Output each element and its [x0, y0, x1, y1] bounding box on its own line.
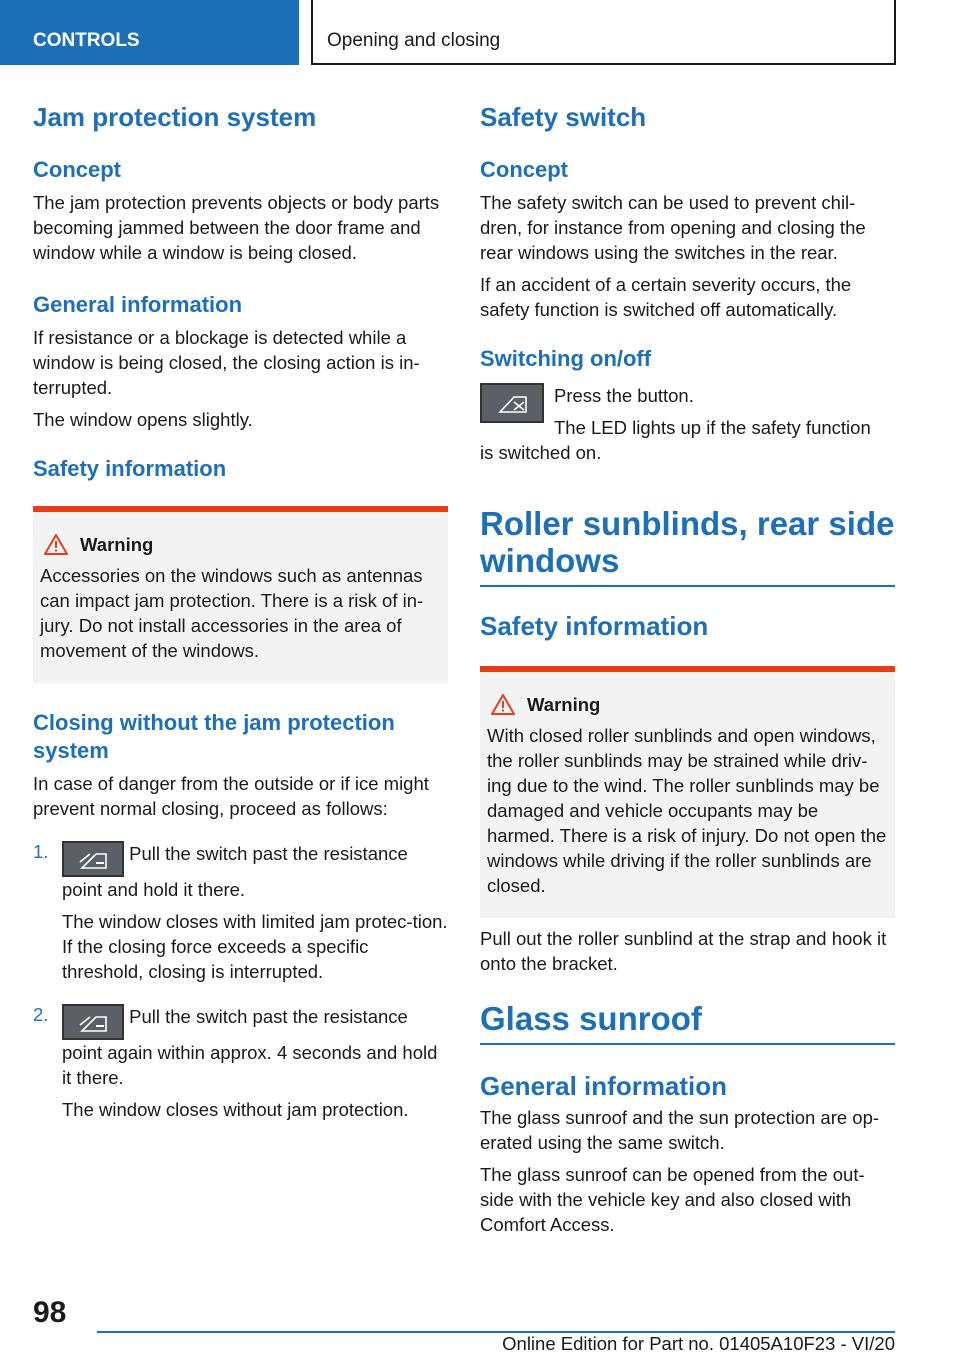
switch-instruction — [480, 383, 895, 440]
safety-info-heading: Safety information — [480, 611, 709, 641]
concept-text: The safety switch can be used to prevent chil-dren, for instance from opening and closing the rear windows using the switches in the rear. — [480, 192, 866, 263]
led-text-b: is switched on. — [480, 442, 602, 463]
general-info-text-2: The window opens slightly. — [33, 409, 253, 430]
general-info-text: If resistance or a blockage is detected while a window is being closed, the closing action is in-terrupted. — [33, 327, 420, 398]
warning-label: Warning — [527, 694, 601, 715]
jam-protection-title: Jam protection system — [33, 102, 317, 132]
section-tab: CONTROLS — [0, 0, 299, 65]
concept-text: The jam protection prevents objects or body parts becoming jammed between the door frame and window while a window is being closed. — [33, 192, 440, 263]
window-switch-icon — [62, 841, 124, 877]
glass-sunroof-title: Glass sunroof — [480, 1000, 895, 1045]
concept-heading: Concept — [33, 157, 121, 182]
press-text: Press the button. — [554, 385, 694, 406]
closing-heading: Closing without the jam protection system — [33, 710, 395, 763]
edition-text: Online Edition for Part no. 01405A10F23 - VI/20 — [502, 1333, 895, 1354]
warning-triangle-icon — [491, 694, 515, 715]
step-1 — [33, 841, 448, 984]
switching-heading: Switching on/off — [480, 346, 652, 371]
warning-header — [487, 692, 887, 717]
warning-box — [480, 666, 895, 918]
step-number: 2. — [33, 1004, 49, 1025]
left-column — [33, 100, 448, 1122]
page-number: 98 — [33, 1296, 67, 1329]
general-info-text-2: The glass sunroof can be opened from the out-side with the vehicle key and also closed with Comfort Access. — [480, 1164, 865, 1235]
step-text: Pull the switch past the resistance point again within approx. 4 seconds and hold it there. — [62, 1006, 438, 1088]
right-column — [480, 100, 895, 1237]
general-info-text: The glass sunroof and the sun protection are op-erated using the same switch. — [480, 1107, 880, 1153]
safety-info-heading: Safety information — [33, 456, 227, 481]
warning-box — [33, 506, 448, 683]
topic-header: Opening and closing — [311, 0, 896, 65]
step-note: The window closes with limited jam protec-tion. If the closing force exceeds a specific threshold, closing is interrupted. — [62, 911, 448, 982]
step-number: 1. — [33, 841, 49, 862]
roller-sunblinds-title: Roller sunblinds, rear side windows — [480, 505, 895, 587]
led-text-a: The LED lights up if the safety function — [554, 417, 871, 438]
step-2 — [33, 1004, 448, 1122]
closing-intro: In case of danger from the outside or if ice might prevent normal closing, proceed as follows: — [33, 773, 429, 819]
concept-heading: Concept — [480, 157, 568, 182]
step-text: Pull the switch past the resistance point and hold it there. — [62, 843, 408, 900]
warning-triangle-icon — [44, 534, 68, 555]
general-info-heading: General information — [480, 1071, 728, 1101]
warning-header — [40, 532, 440, 557]
warning-text: Accessories on the windows such as antennas can impact jam protection. There is a risk of in-jury. Do not install accessories in the area of movement of the windows. — [40, 565, 424, 661]
warning-label: Warning — [80, 534, 154, 555]
window-switch-icon — [62, 1004, 124, 1040]
pull-text: Pull out the roller sunblind at the strap and hook it onto the bracket. — [480, 928, 887, 974]
safety-switch-title: Safety switch — [480, 102, 647, 132]
concept-text-2: If an accident of a certain severity occurs, the safety function is switched off automatically. — [480, 274, 852, 320]
warning-text: With closed roller sunblinds and open windows, the roller sunblinds may be strained while driv-ing due to the wind. The roller sunblinds may be damaged and vehicle occupants may be harmed. There is a risk of injury. Do not open the windows while driving if the roller sunblinds are closed. — [487, 725, 887, 896]
safety-switch-icon — [480, 383, 544, 423]
step-note: The window closes without jam protection. — [62, 1099, 409, 1120]
general-info-heading: General information — [33, 292, 243, 317]
